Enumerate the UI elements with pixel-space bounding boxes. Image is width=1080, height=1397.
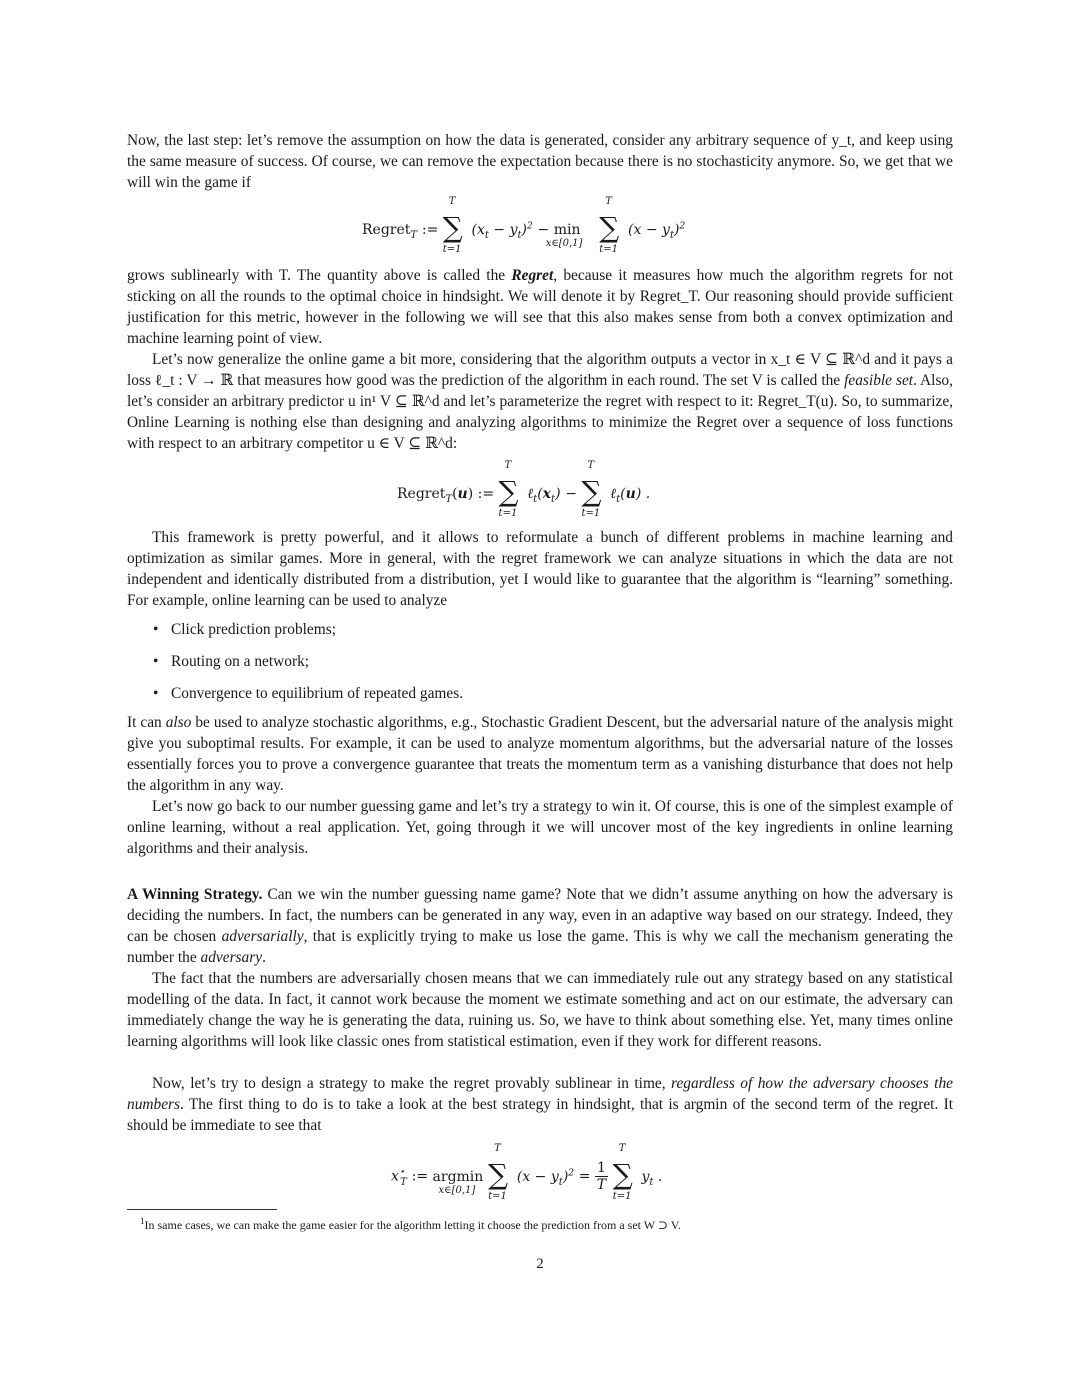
paragraph-7-text — [127, 884, 953, 968]
section-heading: A Winning Strategy. — [127, 886, 263, 903]
paragraph-4-text: This framework is pretty powerful, and it allows to reformulate a bunch of different problems in machine learning and optimization as similar games. More in general, with the regret framework we can analyze situations in which the data are not independent and identically distributed from a distribution, yet I would like to guarantee that the algorithm is “learning” something. For example, online learning can be used to analyze — [127, 529, 953, 609]
equation-argmin: $x^⋆_T$ := argmin x∈[0,1] ∑ T t=1 $(x - y_t)^2$ = $\frac{1}{T}$ ∑ T t=1 $y_t$ . — [391, 1142, 663, 1202]
p3-part-a: Let’s now generalize the online game a bit more, considering that the algorithm outputs a vector in x_t ∈ V ⊆ ℝ^d and it pays a loss ℓ_t : V → ℝ that measures how good was the prediction of the algorithm in each round. The set V is called the — [127, 351, 953, 389]
p2-part-b: , because it measures how much the algorithm regrets for not sticking on all the rounds to the optimal choice in hindsight. We will denote it by Regret_T. Our reasoning should provide sufficient justification for this metric, however in the following we will see that this also makes sense from both a convex optimization and machine learning point of view. — [127, 267, 953, 347]
adversary-emphasis: adversary — [200, 949, 263, 966]
p3-part-b: . Also, let’s consider an arbitrary predictor u in¹ V ⊆ ℝ^d and let’s parameterize the regret with respect to it: Regret_T(u). So, to summarize, Online Learning is nothing else than designing and analyzing algorithms to minimize the Regret over a sequence of loss functions with respect to an arbitrary competitor u ∈ V ⊆ ℝ^d: — [127, 372, 953, 452]
paragraph-1-text: Now, the last step: let’s remove the assumption on how the data is generated, consider any arbitrary sequence of y_t, and keep using the same measure of success. Of course, we can remove the expectation because there is no stochasticity anymore. So, we get that we will win the game if — [127, 132, 953, 191]
list-item: • Click prediction problems; — [127, 619, 953, 640]
footnote-mark: 1 — [140, 1216, 145, 1226]
p7-part-b: , that is explicitly trying to make us lose the game. This is why we call the mechanism generating the number the — [127, 928, 954, 966]
p9-part-b: . The first thing to do is to take a look at the best strategy in hindsight, that is argmin of the second term of the regret. It should be immediate to see that — [127, 1096, 953, 1134]
paragraph-3-text — [127, 349, 953, 454]
equation-regret-u: Regret$_T$(u) := ∑ T t=1 $\ell_t(x_t)$ − ∑ T t=1 ℓ$_t$(u) . — [397, 460, 651, 519]
paragraph-1 — [127, 130, 953, 193]
paragraph-2-text — [127, 265, 953, 349]
p5-part-b: be used to analyze stochastic algorithms, e.g., Stochastic Gradient Descent, but the adversarial nature of the analysis might give you suboptimal results. For example, it can be used to analyze momentum algorithms, but the adversarial nature of the losses essentially forces you to prove a convergence guarantee that treats the momentum term as a vanishing disturbance that does not help the algorithm in any way. — [127, 714, 953, 794]
equation-regret: Regret$_T$ := ∑ T t=1 $(x_t - y_t)^2 - \min$ x∈[0,1] ∑ T t=1 $(x - y_t)^2$ — [362, 196, 686, 255]
paragraph-4 — [127, 527, 953, 611]
paragraph-9-text — [127, 1073, 953, 1136]
list-item: • Convergence to equilibrium of repeated games. — [127, 683, 953, 704]
paragraph-7 — [127, 884, 953, 968]
footnote-rule — [127, 1209, 277, 1210]
paragraph-5-text — [127, 712, 953, 796]
paragraph-3 — [127, 349, 953, 454]
p2-part-a: grows sublinearly with T. The quantity above is called the — [127, 267, 512, 284]
feasible-set-term: feasible set — [844, 372, 914, 389]
paragraph-9 — [127, 1073, 953, 1136]
paragraph-8-text: The fact that the numbers are adversarially chosen means that we can immediately rule out any strategy based on any statistical modelling of the data. In fact, it cannot work because the moment we estimate something and act on our estimate, the adversary can immediately change the way he is generating the data, ruining us. So, we have to think about something else. Yet, many times online learning algorithms will look like classic ones from statistical estimation, even if they work for different reasons. — [127, 970, 953, 1050]
regret-term: Regret — [511, 267, 554, 284]
regardless-emphasis: regardless of how the adversary chooses the numbers — [127, 1075, 953, 1113]
p9-part-a: Now, let’s try to design a strategy to make the regret provably sublinear in time, — [152, 1075, 672, 1092]
footnote — [140, 1213, 681, 1233]
paragraph-5 — [127, 712, 953, 796]
paragraph-2 — [127, 265, 953, 349]
p7-part-c: . — [262, 949, 266, 966]
list-item: • Routing on a network; — [127, 651, 953, 672]
also-emphasis: also — [165, 714, 192, 731]
footnote-text: In same cases, we can make the game easier for the algorithm letting it choose the prediction from a set W ⊃ V. — [144, 1218, 681, 1232]
p5-part-a: It can — [127, 714, 166, 731]
page-number: 2 — [536, 1256, 544, 1272]
paragraph-6 — [127, 796, 953, 859]
paragraph-6-text: Let’s now go back to our number guessing game and let’s try a strategy to win it. Of course, this is one of the simplest example of online learning, without a real application. Yet, going through it we will uncover most of the key ingredients in online learning algorithms and their analysis. — [127, 798, 953, 857]
p7-part-a: Can we win the number guessing name game? Note that we didn’t assume anything on how the adversary is deciding the numbers. In fact, the numbers can be generated in any way, even in an adaptive way based on our strategy. Indeed, they can be chosen — [127, 886, 953, 945]
adversarially-emphasis: adversarially — [221, 928, 304, 945]
bullet-list — [127, 619, 953, 715]
paragraph-8 — [127, 968, 953, 1052]
